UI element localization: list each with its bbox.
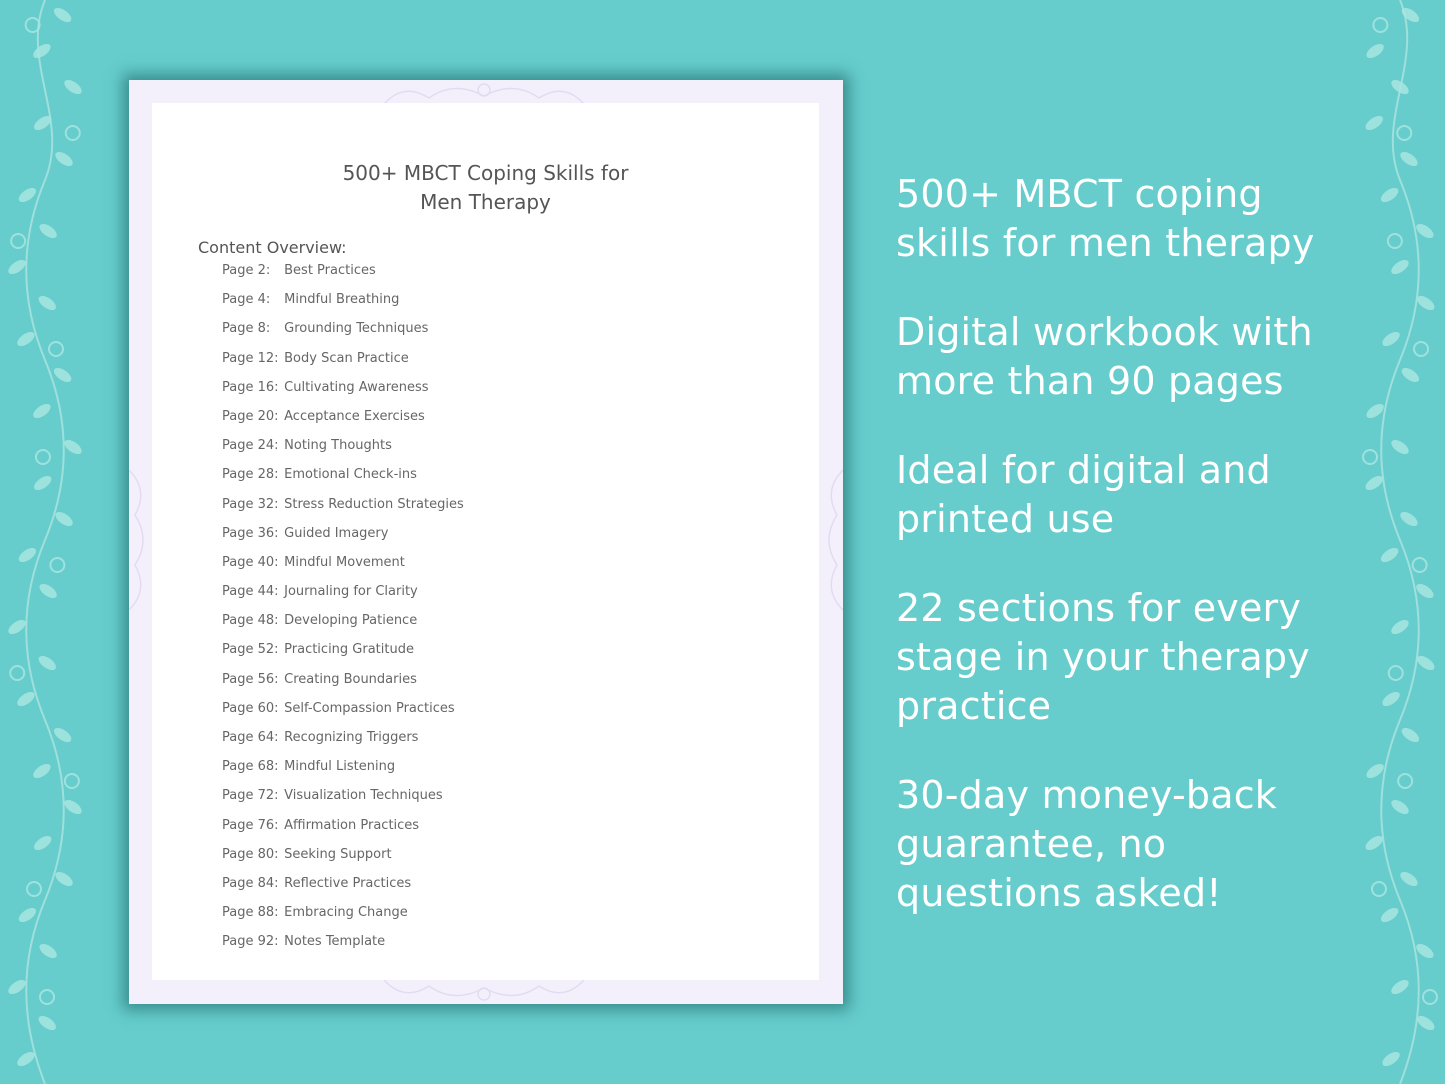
- toc-section-label: Mindful Listening: [284, 759, 396, 775]
- feature-text-line: stage in your therapy: [896, 635, 1310, 679]
- toc-page-number: Page 80:: [222, 846, 279, 862]
- toc-section-label: Best Practices: [284, 263, 376, 278]
- feature-item: [896, 446, 1416, 544]
- document-title-line-2: Men Therapy: [420, 190, 551, 214]
- feature-text-line: skills for men therapy: [896, 221, 1315, 265]
- toc-page-number: Page 88:: [222, 905, 279, 921]
- toc-page-number: Page 12:: [222, 350, 279, 366]
- toc-page-number: Page 40:: [222, 554, 279, 570]
- feature-list: [896, 170, 1416, 918]
- toc-section-label: Notes Template: [284, 934, 386, 950]
- toc-section-label: Guided Imagery: [284, 525, 389, 541]
- toc-section-label: Cultivating Awareness: [284, 379, 429, 395]
- toc-section-label: Embracing Change: [284, 905, 408, 921]
- toc-entry: [222, 373, 464, 402]
- floral-vine-left-icon: [0, 0, 90, 1084]
- toc-section-label: Body Scan Practice: [284, 350, 409, 366]
- feature-item: [896, 308, 1416, 406]
- toc-entry: [222, 811, 464, 840]
- toc-section-label: Affirmation Practices: [284, 817, 420, 833]
- document-title: [152, 159, 819, 217]
- toc-page-number: Page 92:: [222, 934, 279, 950]
- toc-section-label: Self-Compassion Practices: [284, 700, 455, 716]
- toc-page-number: Page 2:: [222, 263, 271, 278]
- toc-page-number: Page 28:: [222, 467, 279, 483]
- toc-entry: [222, 285, 464, 314]
- feature-text-line: practice: [896, 684, 1052, 728]
- toc-entry: [222, 519, 464, 548]
- mandala-ornament-top-icon: [374, 80, 594, 104]
- toc-entry: [222, 752, 464, 781]
- mandala-ornament-right-icon: [820, 460, 843, 620]
- toc-entry: [222, 344, 464, 373]
- toc-page-number: Page 36:: [222, 525, 279, 541]
- toc-entry: [222, 314, 464, 343]
- feature-text-line: 500+ MBCT coping: [896, 172, 1263, 216]
- mandala-ornament-left-icon: [129, 460, 152, 620]
- toc-section-label: Visualization Techniques: [284, 788, 443, 804]
- toc-section-label: Emotional Check-ins: [284, 467, 417, 483]
- toc-section-label: Noting Thoughts: [284, 438, 392, 454]
- toc-entry: [222, 723, 464, 752]
- mandala-ornament-bottom-icon: [374, 980, 594, 1004]
- toc-section-label: Acceptance Exercises: [284, 408, 425, 424]
- toc-entry: [222, 665, 464, 694]
- toc-page-number: Page 32:: [222, 496, 279, 512]
- feature-text-line: printed use: [896, 497, 1115, 541]
- toc-entry: [222, 869, 464, 898]
- toc-page-number: Page 16:: [222, 379, 279, 395]
- feature-text-line: questions asked!: [896, 871, 1222, 915]
- toc-page-number: Page 24:: [222, 438, 279, 454]
- feature-text-line: Ideal for digital and: [896, 448, 1271, 492]
- toc-entry: [222, 431, 464, 460]
- toc-page-number: Page 84:: [222, 875, 279, 891]
- toc-entry: [222, 694, 464, 723]
- toc-entry: [222, 548, 464, 577]
- feature-text-line: guarantee, no: [896, 822, 1167, 866]
- toc-section-label: Practicing Gratitude: [284, 642, 414, 658]
- feature-text-line: 22 sections for every: [896, 586, 1302, 630]
- toc-section-label: Creating Boundaries: [284, 671, 417, 687]
- feature-item: [896, 771, 1416, 918]
- toc-section-label: Journaling for Clarity: [284, 584, 418, 600]
- content-overview-label: Content Overview:: [198, 238, 347, 257]
- feature-item: [896, 170, 1416, 268]
- toc-entry: [222, 840, 464, 869]
- toc-page-number: Page 68:: [222, 759, 279, 775]
- toc-entry: [222, 490, 464, 519]
- document-title-line-1: 500+ MBCT Coping Skills for: [342, 161, 629, 185]
- toc-page-number: Page 48:: [222, 613, 279, 629]
- toc-page-number: Page 4:: [222, 292, 271, 308]
- toc-section-label: Mindful Breathing: [284, 292, 400, 308]
- toc-section-label: Mindful Movement: [284, 554, 405, 570]
- feature-text-line: 30-day money-back: [896, 773, 1278, 817]
- feature-item: [896, 584, 1416, 731]
- page-content-area: [152, 103, 819, 980]
- toc-entry: [222, 460, 464, 489]
- toc-entry: [222, 898, 464, 927]
- toc-entry: [222, 402, 464, 431]
- feature-text-line: Digital workbook with: [896, 310, 1313, 354]
- toc-section-label: Seeking Support: [284, 846, 392, 862]
- toc-section-label: Stress Reduction Strategies: [284, 496, 464, 512]
- toc-page-number: Page 8:: [222, 321, 271, 337]
- toc-entry: [222, 927, 464, 956]
- toc-page-number: Page 20:: [222, 408, 279, 424]
- toc-page-number: Page 44:: [222, 584, 279, 600]
- toc-entry: [222, 256, 464, 285]
- toc-entry: [222, 606, 464, 635]
- toc-entry: [222, 635, 464, 664]
- toc-page-number: Page 56:: [222, 671, 279, 687]
- toc-section-label: Grounding Techniques: [284, 321, 429, 337]
- toc-page-number: Page 60:: [222, 700, 279, 716]
- toc-section-label: Recognizing Triggers: [284, 730, 419, 745]
- feature-text-line: more than 90 pages: [896, 359, 1284, 403]
- workbook-page-preview: [129, 80, 843, 1004]
- toc-page-number: Page 76:: [222, 817, 279, 833]
- toc-entry: [222, 781, 464, 810]
- table-of-contents: [222, 256, 464, 957]
- toc-entry: [222, 577, 464, 606]
- toc-page-number: Page 64:: [222, 730, 279, 745]
- toc-page-number: Page 52:: [222, 642, 279, 658]
- toc-page-number: Page 72:: [222, 788, 279, 804]
- toc-section-label: Developing Patience: [284, 613, 418, 629]
- toc-section-label: Reflective Practices: [284, 875, 412, 891]
